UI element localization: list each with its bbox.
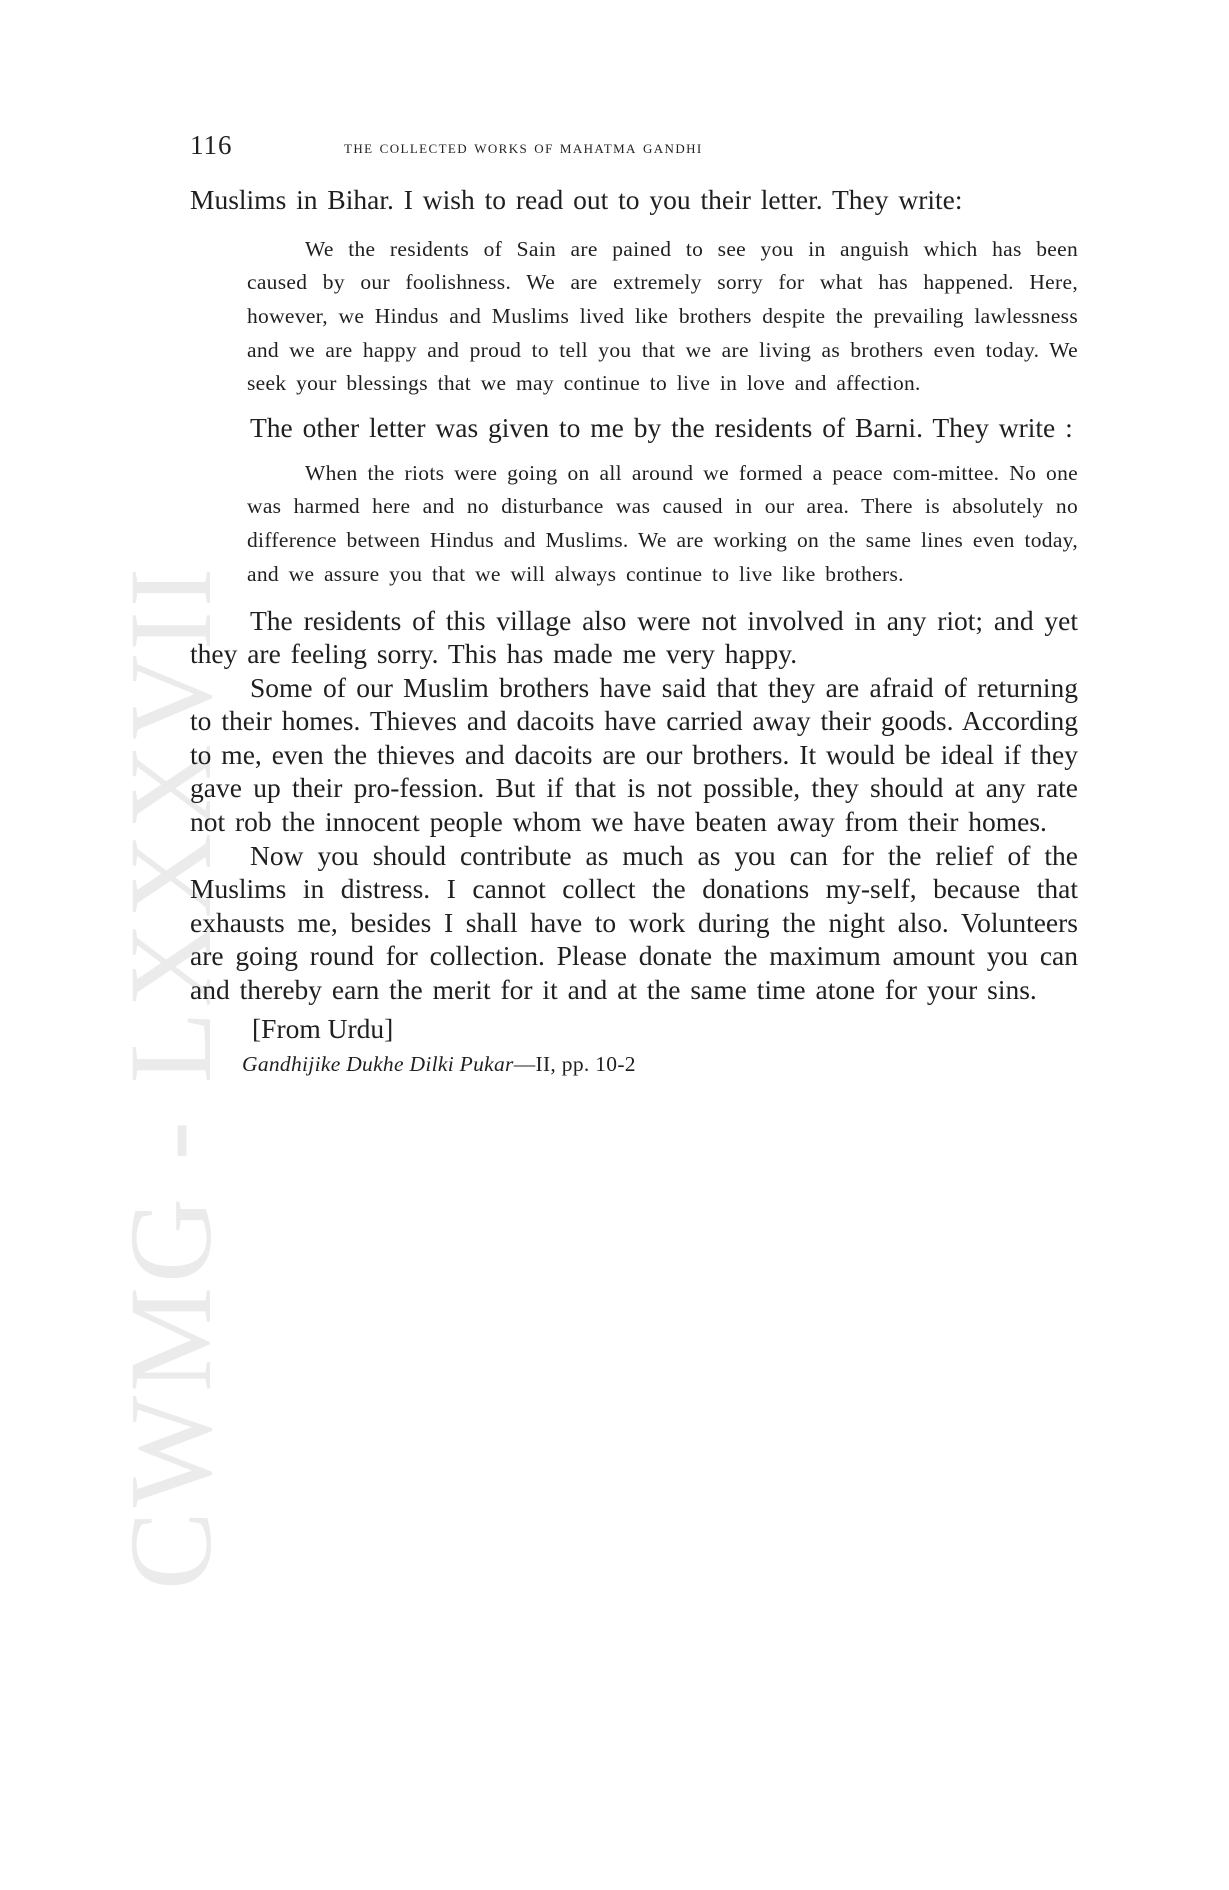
quoted-letter-sain: We the residents of Sain are pained to see you in anguish which has been caused by our foolishness. We are extremely sorry for what has happened. Here, however, we Hindus and Muslims lived like brothers despite the prevailing lawlessness and we are happy and proud to tell you that we are living as brothers even today. We seek your blessings that we may continue to live in love and affection.: [247, 236, 1078, 396]
page-number: 116: [190, 130, 233, 160]
paragraph-3: The residents of this village also were not involved in any riot; and yet they are feeling sorry. This has made me very happy.: [190, 604, 1078, 670]
source-note: [From Urdu]: [252, 1012, 394, 1044]
paragraph-2: The other letter was given to me by the residents of Barni. They write :: [250, 412, 1073, 444]
running-title: the collected works of mahatma gandhi: [344, 137, 703, 158]
citation-rest: —II, pp. 10-2: [513, 1051, 636, 1076]
paragraph-4: Some of our Muslim brothers have said that they are afraid of returning to their homes. Thieves and dacoits have carried away their goods. According to me, even the thieves and dacoits are our brothers. It would be ideal if they gave up their pro-fession. But if that is not possible, they should at any rate not rob the innocent people whom we have beaten away from their homes.: [190, 671, 1078, 838]
citation: [242, 1049, 1078, 1079]
paragraph-5: Now you should contribute as much as you can for the relief of the Muslims in distress. I cannot collect the donations my-self, because that exhausts me, besides I shall have to work during the night also. Volunteers are going round for collection. Please donate the maximum amount you can and thereby earn the merit for it and at the same time atone for your sins.: [190, 839, 1078, 1006]
paragraph-1: Muslims in Bihar. I wish to read out to you their letter. They write:: [190, 184, 963, 215]
page-body: [190, 183, 1078, 1079]
watermark-text: CWMG - LXXXVII: [105, 563, 236, 1590]
citation-title: Gandhijike Dukhe Dilki Pukar: [242, 1051, 514, 1076]
quoted-letter-barni: When the riots were going on all around we formed a peace com-mittee. No one was harmed here and no disturbance was caused in our area. There is absolutely no difference between Hindus and Muslims. We are working on the same lines even today, and we assure you that we will always continue to live like brothers.: [247, 460, 1078, 586]
running-head: [190, 130, 1080, 164]
